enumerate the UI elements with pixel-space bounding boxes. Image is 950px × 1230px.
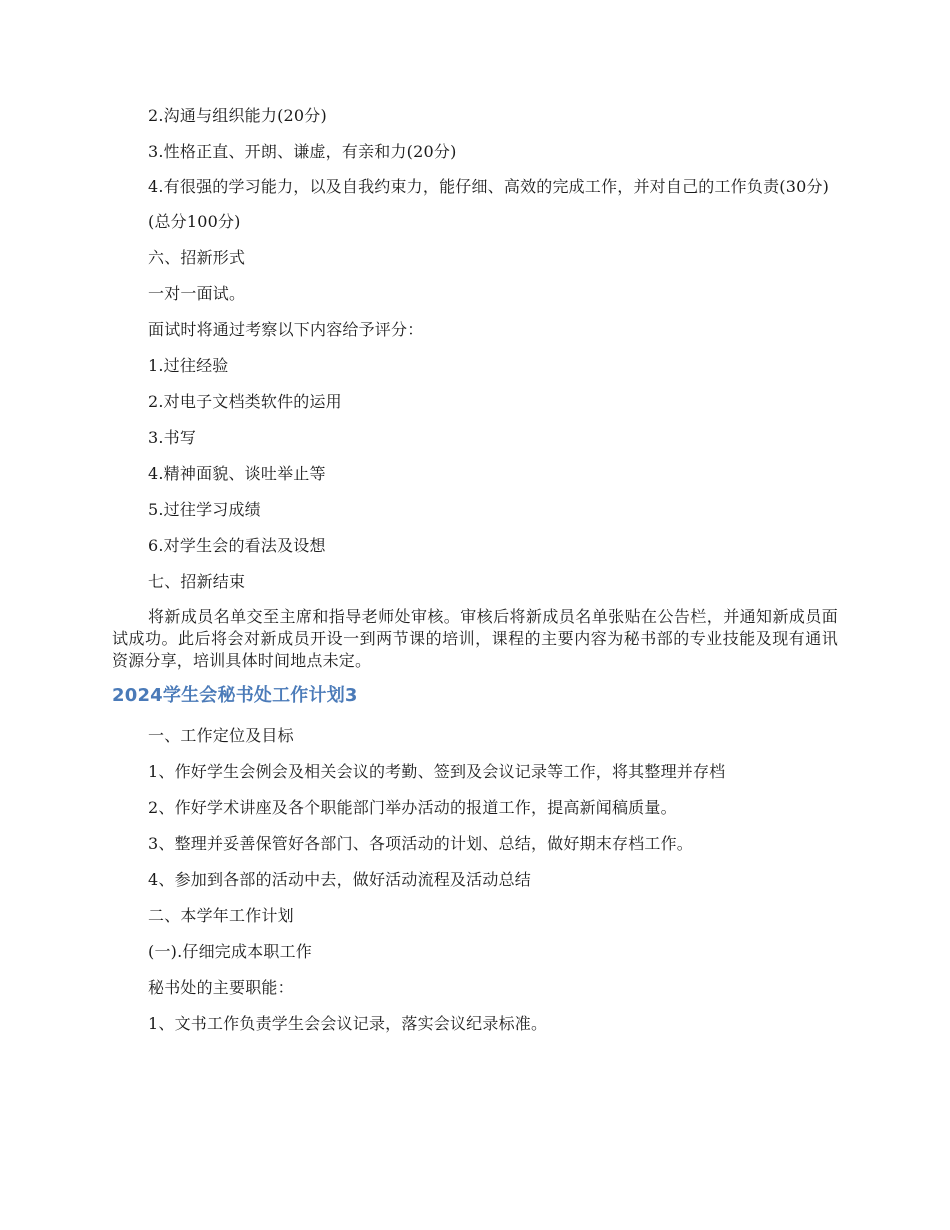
paragraph: 秘书处的主要职能： — [148, 978, 294, 997]
list-item: 2、作好学术讲座及各个职能部门举办活动的报道工作，提高新闻稿质量。 — [148, 798, 677, 817]
paragraph: 面试时将通过考察以下内容给予评分： — [148, 320, 424, 339]
paragraph: 六、招新形式 — [148, 248, 246, 267]
list-item: 1、文书工作负责学生会会议记录，落实会议纪录标准。 — [148, 1014, 548, 1033]
document-page — [112, 104, 838, 1048]
list-item: 2.对电子文档类软件的运用 — [148, 392, 342, 411]
section-heading: 2024学生会秘书处工作计划3 — [112, 685, 358, 706]
list-item: 1、作好学生会例会及相关会议的考勤、签到及会议记录等工作，将其整理并存档 — [148, 762, 726, 781]
paragraph: 一对一面试。 — [148, 284, 246, 303]
list-item: 1.过往经验 — [148, 356, 229, 375]
paragraph: (一).仔细完成本职工作 — [148, 942, 312, 961]
list-item: 6.对学生会的看法及设想 — [148, 536, 326, 555]
list-item: 4、参加到各部的活动中去，做好活动流程及活动总结 — [148, 870, 531, 889]
paragraph: 3.性格正直、开朗、谦虚，有亲和力(20分) — [148, 142, 457, 161]
paragraph: 七、招新结束 — [148, 572, 246, 591]
paragraph: 4.有很强的学习能力，以及自我约束力，能仔细、高效的完成工作，并对自己的工作负责(30分) — [148, 177, 830, 196]
list-item: 4.精神面貌、谈吐举止等 — [148, 464, 326, 483]
paragraph: 一、工作定位及目标 — [148, 726, 294, 745]
paragraph: 将新成员名单交至主席和指导老师处审核。审核后将新成员名单张贴在公告栏，并通知新成员面试成功。此后将会对新成员开设一到两节课的培训，课程的主要内容为秘书部的专业技能及现有通讯资源分享，培训具体时间地点未定。 — [112, 607, 838, 670]
list-item: 3、整理并妥善保管好各部门、各项活动的计划、总结，做好期末存档工作。 — [148, 834, 693, 853]
paragraph: (总分100分) — [148, 212, 241, 231]
list-item: 5.过往学习成绩 — [148, 500, 261, 519]
paragraph: 2.沟通与组织能力(20分) — [148, 106, 327, 125]
paragraph: 二、本学年工作计划 — [148, 906, 294, 925]
list-item: 3.书写 — [148, 428, 197, 447]
